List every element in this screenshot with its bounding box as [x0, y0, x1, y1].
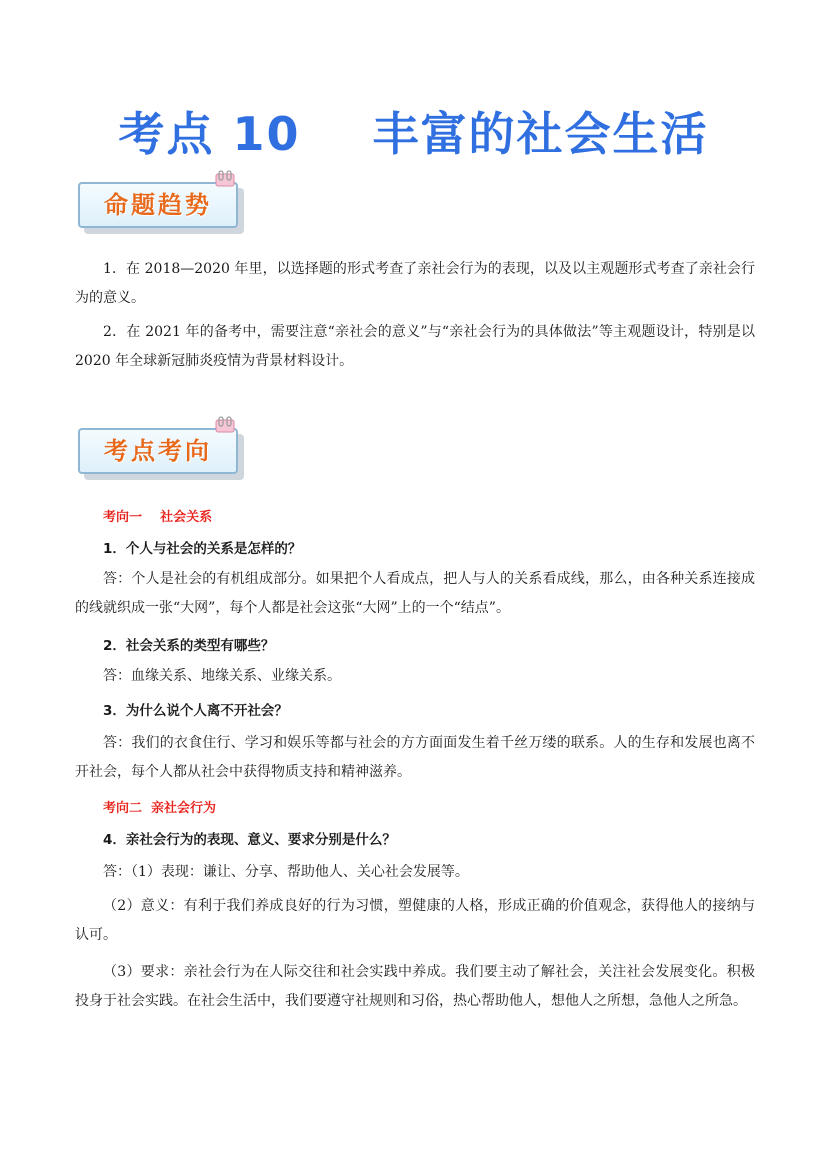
- question-3: 3．为什么说个人离不开社会？: [103, 703, 288, 719]
- page-title: 考点 10 丰富的社会生活: [118, 107, 709, 161]
- paperclip-icon: [214, 416, 236, 436]
- section-heading-2: 考向二 亲社会行为: [103, 801, 217, 816]
- section-heading-1: 考向一 社会关系: [103, 510, 213, 525]
- answer-1: 答：个人是社会的有机组成部分。如果把个人看成点，把人与人的关系看成线，那么，由各种关系连接成的线就织成一张“大网”，每个人都是社会这张“大网”上的一个“结点”。: [75, 571, 755, 616]
- answer-4-part-3: （3）要求：亲社会行为在人际交往和社会实践中养成。我们要主动了解社会，关注社会发展变化。积极投身于社会实践。在社会生活中，我们要遵守社规则和习俗，热心帮助他人，想他人之所想，急他人之所急。: [75, 964, 755, 1009]
- answer-4-part-1: 答：（1）表现：谦让、分享、帮助他人、关心社会发展等。: [103, 864, 469, 880]
- answer-3: 答：我们的衣食住行、学习和娱乐等都与社会的方方面面发生着千丝万缕的联系。人的生存和发展也离不开社会，每个人都从社会中获得物质支持和精神滋养。: [75, 735, 755, 780]
- answer-2: 答：血缘关系、地缘关系、业缘关系。: [103, 668, 341, 684]
- question-4: 4．亲社会行为的表现、意义、要求分别是什么？: [103, 832, 396, 848]
- paperclip-icon: [214, 170, 236, 190]
- trend-paragraph-1: 1．在 2018—2020 年里，以选择题的形式考查了亲社会行为的表现，以及以主观题形式考查了亲社会行为的意义。: [75, 261, 755, 306]
- answer-4-part-2: （2）意义：有利于我们养成良好的行为习惯，塑健康的人格，形成正确的价值观念，获得他人的接纳与认可。: [75, 898, 755, 943]
- section-badge-direction: [78, 428, 246, 484]
- badge-label: 考点考向: [104, 437, 212, 465]
- question-2: 2．社会关系的类型有哪些？: [103, 638, 275, 654]
- trend-paragraph-2: 2．在 2021 年的备考中，需要注意“亲社会的意义”与“亲社会行为的具体做法”等主观题设计，特别是以 2020 年全球新冠肺炎疫情为背景材料设计。: [75, 324, 755, 369]
- question-1: 1．个人与社会的关系是怎样的？: [103, 541, 302, 557]
- badge-label: 命题趋势: [104, 191, 212, 219]
- section-badge-trend: [78, 182, 246, 238]
